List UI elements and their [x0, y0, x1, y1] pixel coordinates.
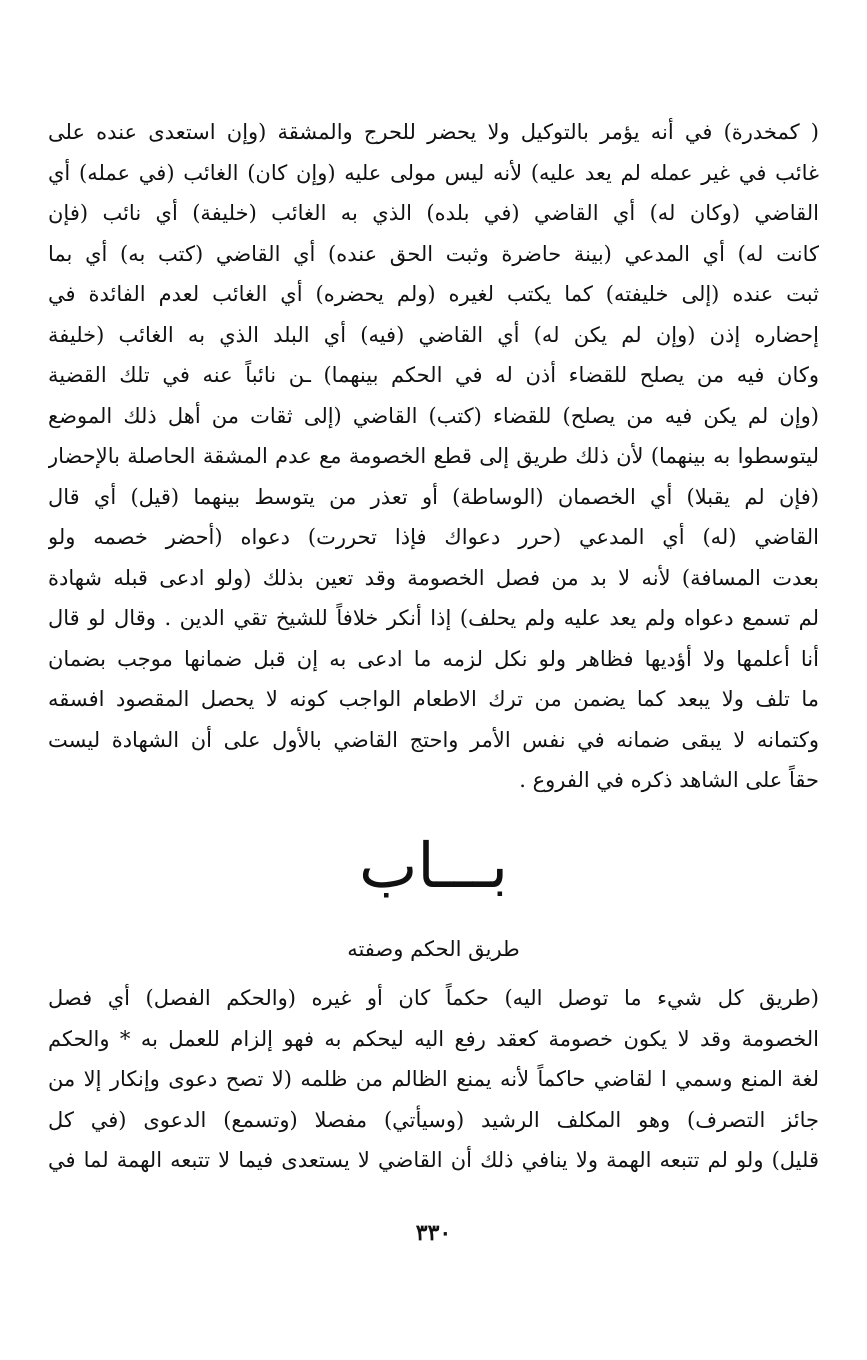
text-line: القاضي (وكان له) أي القاضي (في بلده) الذي به الغائب (خليفة) أي نائب (فإن	[48, 201, 819, 225]
text-line: كانت له) أي المدعي (بينة حاضرة وثبت الحق عنده) أي القاضي (كتب به) أي بما	[48, 241, 819, 266]
text-line: أنا أعلمها ولا أؤديها فظاهر ولو نكل لزمه ما ادعى به إن قبل ضمانها موجب بضمان	[48, 646, 819, 671]
text-line: بعدت المسافة) لأنه لا بد من فصل الخصومة وقد تعين بذلك (ولو ادعى قبله شهادة	[48, 565, 819, 590]
text-line: الخصومة وقد لا يكون خصومة كعقد رفع اليه ليحكم به فهو إلزام للعمل به * والحكم	[48, 1026, 819, 1051]
text-line: ( كمخدرة) في أنه يؤمر بالتوكيل ولا يحضر للحرج والمشقة (وإن استعدى عنده على	[48, 120, 819, 144]
text-line: ليتوسطوا به بينهما) لأن ذلك طريق إلى قطع الخصومة مع عدم المشقة الحاصلة بالإحضار	[48, 444, 819, 468]
body-text-top	[48, 112, 819, 801]
chapter-heading: بـــاب	[358, 829, 508, 902]
text-line: إحضاره إذن (وإن لم يكن له) أي القاضي (فيه) أي البلد الذي به الغائب (خليفة	[48, 322, 819, 347]
chapter-subtitle: طريق الحكم وصفته	[347, 937, 520, 961]
text-line: ما تلف ولا يبعد كما يضمن من ترك الاطعام الواجب كونه لا يحصل المقصود افسقه	[48, 687, 819, 711]
text-line-last: حقاً على الشاهد ذكره في الفروع .	[519, 768, 819, 792]
text-line: وكان فيه من يصلح للقضاء أذن له في الحكم بينهما) ـن نائباً عنه في تلك القضية	[48, 363, 819, 387]
text-line: (وإن لم يكن فيه من يصلح) للقضاء (كتب) القاضي (إلى ثقات من أهل ذلك الموضع	[48, 403, 819, 428]
text-line: ثبت عنده (إلى خليفته) كما يكتب لغيره (ولم يحضره) أي الغائب لعدم الفائدة في	[48, 282, 819, 306]
text-line: لم تسمع دعواه ولم يعد عليه ولم يحلف) إذا أنكر خلافاً للشيخ تقي الدين . وقال لو قال	[48, 606, 819, 630]
body-text-bottom	[48, 978, 819, 1181]
text-line: (فإن لم يقبلا) أي الخصمان (الوساطة) أو تعذر من يتوسط بينهما (قيل) أي قال	[48, 484, 819, 509]
text-line: القاضي (له) أي المدعي (حرر دعواك فإذا تحررت) دعواه (أحضر خصمه ولو	[48, 525, 819, 549]
text-line: لغة المنع وسمي ا لقاضي حاكماً لأنه يمنع الظالم من ظلمه (لا تصح دعوى وإنكار إلا من	[48, 1067, 819, 1091]
text-line: (طريق كل شيء ما توصل اليه) حكماً كان أو غيره (والحكم الفصل) أي فصل	[48, 986, 819, 1010]
text-line: جائز التصرف) وهو المكلف الرشيد (وسيأتي) مفصلا (وتسمع) الدعوى (في كل	[48, 1107, 819, 1132]
page-number: ٣٣٠	[415, 1220, 452, 1246]
text-line: قليل) ولو لم تتبعه الهمة ولا ينافي ذلك أن القاضي لا يستعدى فيما لا تتبعه الهمة لما في	[48, 1148, 819, 1172]
text-line: وكتمانه لا يبقى ضمانه في نفس الأمر واحتج القاضي بالأول على أن الشهادة ليست	[48, 727, 819, 752]
text-line: غائب في غير عمله لم يعد عليه) لأنه ليس مولى عليه (وإن كان) الغائب (في عمله) أي	[48, 160, 819, 185]
